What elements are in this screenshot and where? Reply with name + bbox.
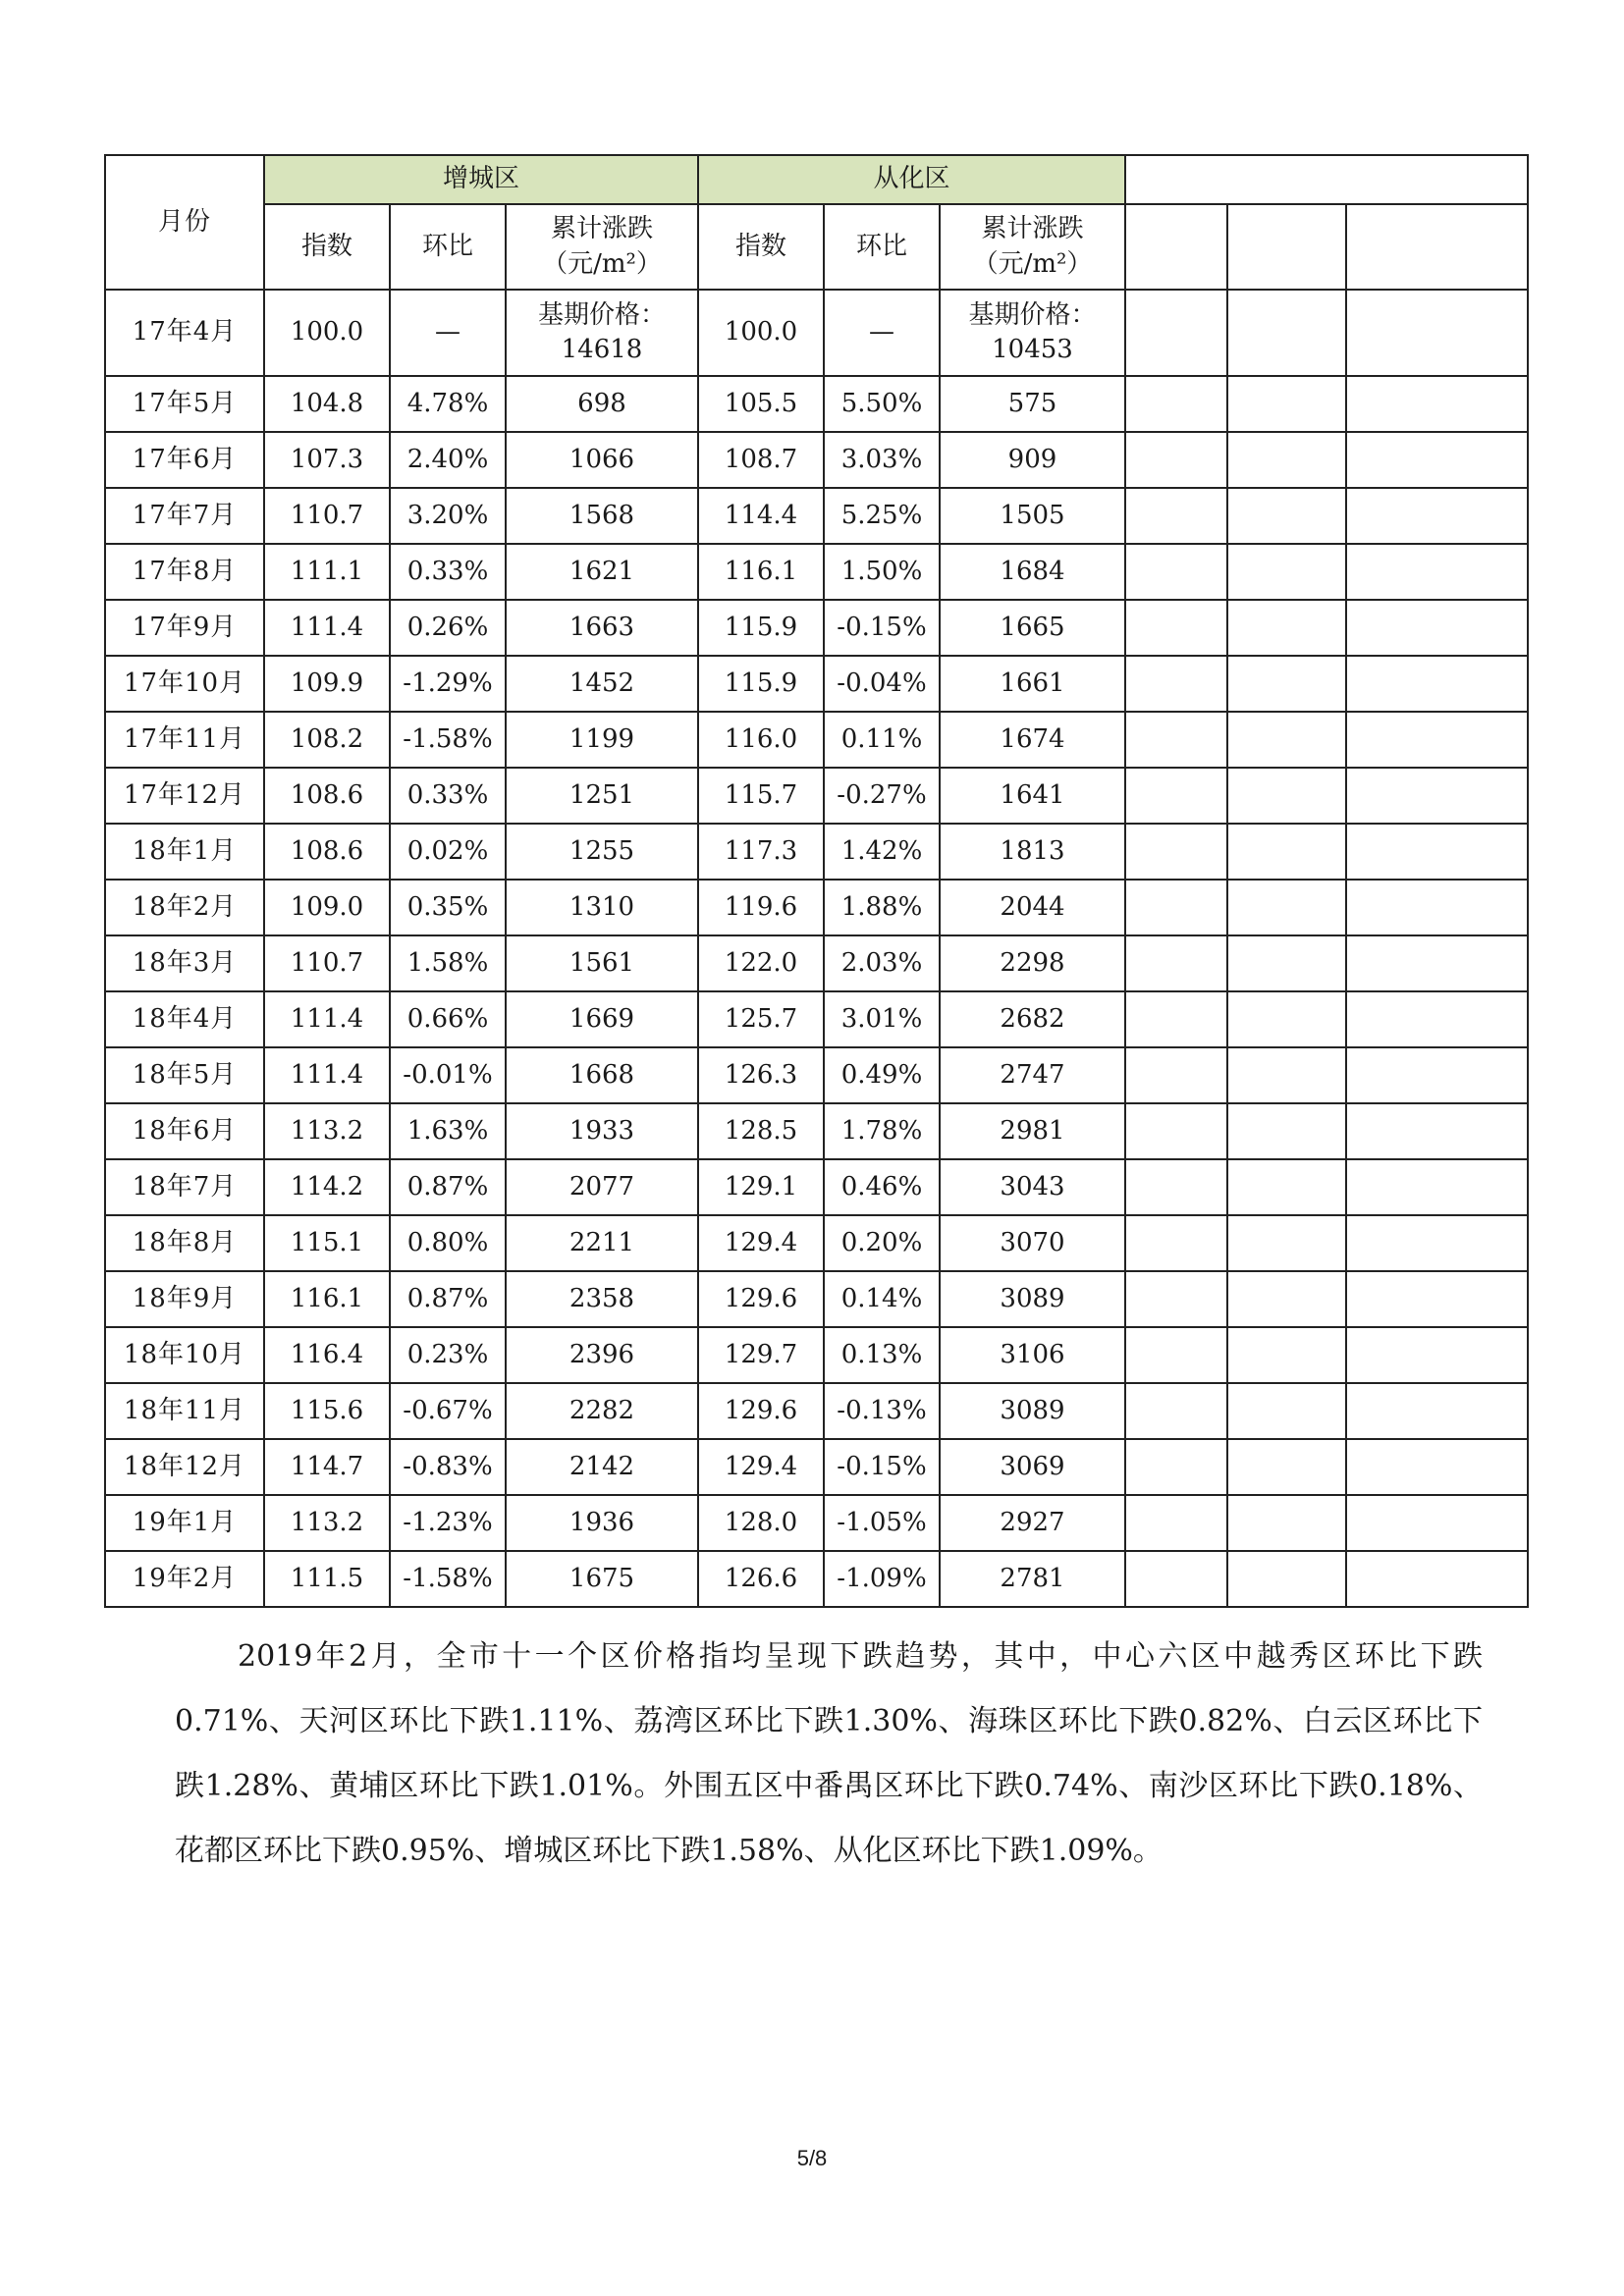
month-cell: 17年4月 — [105, 290, 264, 376]
zengcheng-index-cell: 111.5 — [264, 1551, 390, 1607]
zengcheng-index-cell: 110.7 — [264, 935, 390, 991]
table-row — [105, 544, 1528, 600]
empty-cell — [1227, 1047, 1346, 1103]
empty-cell — [1346, 544, 1528, 600]
conghua-cumulative-cell: 3089 — [940, 1271, 1125, 1327]
zengcheng-mom-cell: 0.26% — [390, 600, 506, 656]
conghua-cumulative-cell: 575 — [940, 376, 1125, 432]
conghua-index-cell: 108.7 — [698, 432, 824, 488]
zengcheng-cumulative-cell: 2077 — [506, 1159, 698, 1215]
base-price-value: 10453 — [992, 335, 1073, 364]
zengcheng-index-cell: 115.6 — [264, 1383, 390, 1439]
month-cell: 18年7月 — [105, 1159, 264, 1215]
zengcheng-index-cell: 111.1 — [264, 544, 390, 600]
conghua-index-cell: 129.7 — [698, 1327, 824, 1383]
conghua-index-cell: 129.6 — [698, 1271, 824, 1327]
conghua-mom-cell: 0.46% — [824, 1159, 940, 1215]
empty-cell — [1346, 1551, 1528, 1607]
empty-cell — [1227, 1215, 1346, 1271]
zengcheng-index-cell: 108.6 — [264, 768, 390, 824]
table-row — [105, 600, 1528, 656]
conghua-index-cell: 126.6 — [698, 1551, 824, 1607]
zengcheng-index-cell: 116.1 — [264, 1271, 390, 1327]
conghua-index-cell: 129.1 — [698, 1159, 824, 1215]
empty-cell — [1125, 1047, 1227, 1103]
mom-header: 环比 — [390, 204, 506, 290]
zengcheng-index-cell: 110.7 — [264, 488, 390, 544]
empty-cell — [1227, 1159, 1346, 1215]
zengcheng-cumulative-cell: 1668 — [506, 1047, 698, 1103]
conghua-cumulative-cell: 2682 — [940, 991, 1125, 1047]
table-row — [105, 935, 1528, 991]
table-row — [105, 824, 1528, 880]
summary-paragraph: 2019年2月，全市十一个区价格指均呈现下跌趋势，其中，中心六区中越秀区环比下跌0.71%、天河区环比下跌1.11%、荔湾区环比下跌1.30%、海珠区环比下跌0.82%、白云区环比下跌1.28%、黄埔区环比下跌1.01%。外围五区中番禺区环比下跌0.74%、南沙区环比下跌0.18%、花都区环比下跌0.95%、增城区环比下跌1.58%、从化区环比下跌1.09%。 — [175, 1639, 1483, 1868]
empty-cell — [1346, 1495, 1528, 1551]
mom-header: 环比 — [824, 204, 940, 290]
empty-cell — [1227, 432, 1346, 488]
empty-cell — [1227, 712, 1346, 768]
month-cell: 17年12月 — [105, 768, 264, 824]
month-cell: 18年5月 — [105, 1047, 264, 1103]
zengcheng-mom-cell: 0.87% — [390, 1271, 506, 1327]
zengcheng-cumulative-cell: 1568 — [506, 488, 698, 544]
conghua-index-cell: 117.3 — [698, 824, 824, 880]
conghua-mom-cell: 0.49% — [824, 1047, 940, 1103]
zengcheng-mom-cell: -0.67% — [390, 1383, 506, 1439]
zengcheng-index-cell: 107.3 — [264, 432, 390, 488]
table-row — [105, 1103, 1528, 1159]
empty-cell — [1227, 656, 1346, 712]
empty-cell — [1346, 991, 1528, 1047]
conghua-cumulative-cell: 909 — [940, 432, 1125, 488]
conghua-mom-cell: 3.03% — [824, 432, 940, 488]
conghua-cumulative-cell: 3043 — [940, 1159, 1125, 1215]
conghua-cumulative-cell: 2927 — [940, 1495, 1125, 1551]
table-row — [105, 1327, 1528, 1383]
district-header-conghua: 从化区 — [698, 155, 1125, 204]
zengcheng-mom-cell: -0.83% — [390, 1439, 506, 1495]
table-row — [105, 1215, 1528, 1271]
table-row — [105, 1047, 1528, 1103]
conghua-mom-cell: 1.50% — [824, 544, 940, 600]
empty-cell — [1346, 768, 1528, 824]
empty-cell — [1227, 1439, 1346, 1495]
month-cell: 18年9月 — [105, 1271, 264, 1327]
conghua-mom-cell: -1.09% — [824, 1551, 940, 1607]
empty-cell — [1227, 1327, 1346, 1383]
conghua-base-price-cell — [940, 290, 1125, 376]
conghua-cumulative-cell: 1505 — [940, 488, 1125, 544]
month-cell: 18年4月 — [105, 991, 264, 1047]
conghua-index-cell: 129.6 — [698, 1383, 824, 1439]
empty-cell — [1227, 935, 1346, 991]
month-cell: 18年8月 — [105, 1215, 264, 1271]
conghua-mom-cell: 0.20% — [824, 1215, 940, 1271]
month-cell: 18年10月 — [105, 1327, 264, 1383]
empty-cell — [1125, 1103, 1227, 1159]
zengcheng-cumulative-cell: 2142 — [506, 1439, 698, 1495]
zengcheng-mom-cell: 0.87% — [390, 1159, 506, 1215]
header-row-2 — [105, 204, 1528, 290]
month-cell: 17年6月 — [105, 432, 264, 488]
zengcheng-mom-cell: 0.66% — [390, 991, 506, 1047]
conghua-mom-cell: 0.11% — [824, 712, 940, 768]
month-header: 月份 — [105, 155, 264, 290]
month-cell: 18年12月 — [105, 1439, 264, 1495]
table-row — [105, 1159, 1528, 1215]
conghua-mom-cell: -0.15% — [824, 600, 940, 656]
conghua-mom-cell: -1.05% — [824, 1495, 940, 1551]
zengcheng-cumulative-cell: 1675 — [506, 1551, 698, 1607]
zengcheng-index-cell: 100.0 — [264, 290, 390, 376]
district-header-zengcheng: 增城区 — [264, 155, 698, 204]
conghua-cumulative-cell: 3069 — [940, 1439, 1125, 1495]
zengcheng-index-cell: 115.1 — [264, 1215, 390, 1271]
month-cell: 19年1月 — [105, 1495, 264, 1551]
empty-cell — [1346, 880, 1528, 935]
empty-cell — [1227, 488, 1346, 544]
zengcheng-index-cell: 113.2 — [264, 1495, 390, 1551]
table-row — [105, 880, 1528, 935]
zengcheng-index-cell: 108.6 — [264, 824, 390, 880]
conghua-mom-cell: -0.13% — [824, 1383, 940, 1439]
zengcheng-mom-cell: -1.58% — [390, 1551, 506, 1607]
price-index-table — [104, 154, 1529, 1608]
conghua-index-cell: 116.1 — [698, 544, 824, 600]
zengcheng-cumulative-cell: 1199 — [506, 712, 698, 768]
empty-cell — [1125, 204, 1227, 290]
empty-cell — [1125, 544, 1227, 600]
base-price-label: 基期价格： — [537, 299, 666, 330]
empty-cell — [1346, 432, 1528, 488]
empty-cell — [1227, 824, 1346, 880]
conghua-cumulative-cell: 3106 — [940, 1327, 1125, 1383]
conghua-mom-cell: 1.78% — [824, 1103, 940, 1159]
empty-cell — [1125, 656, 1227, 712]
conghua-cumulative-cell: 3070 — [940, 1215, 1125, 1271]
empty-cell — [1125, 1439, 1227, 1495]
zengcheng-cumulative-cell: 1255 — [506, 824, 698, 880]
empty-cell — [1125, 1159, 1227, 1215]
month-cell: 18年3月 — [105, 935, 264, 991]
empty-cell — [1346, 1439, 1528, 1495]
zengcheng-mom-cell: -1.29% — [390, 656, 506, 712]
month-cell: 18年6月 — [105, 1103, 264, 1159]
zengcheng-cumulative-cell: 1669 — [506, 991, 698, 1047]
conghua-index-cell: 115.9 — [698, 600, 824, 656]
zengcheng-mom-cell: 0.02% — [390, 824, 506, 880]
empty-cell — [1346, 824, 1528, 880]
empty-cell — [1346, 1327, 1528, 1383]
table-row — [105, 488, 1528, 544]
zengcheng-mom-cell: 4.78% — [390, 376, 506, 432]
empty-cell — [1346, 290, 1528, 376]
conghua-cumulative-cell: 2044 — [940, 880, 1125, 935]
conghua-cumulative-cell: 2747 — [940, 1047, 1125, 1103]
table-row — [105, 991, 1528, 1047]
empty-cell — [1227, 376, 1346, 432]
empty-cell — [1227, 880, 1346, 935]
conghua-cumulative-cell: 1813 — [940, 824, 1125, 880]
conghua-cumulative-cell: 1661 — [940, 656, 1125, 712]
zengcheng-index-cell: 111.4 — [264, 1047, 390, 1103]
month-cell: 17年7月 — [105, 488, 264, 544]
zengcheng-cumulative-cell: 1621 — [506, 544, 698, 600]
zengcheng-index-cell: 114.2 — [264, 1159, 390, 1215]
month-cell: 17年5月 — [105, 376, 264, 432]
zengcheng-cumulative-cell: 1066 — [506, 432, 698, 488]
zengcheng-mom-cell: 0.23% — [390, 1327, 506, 1383]
zengcheng-mom-cell: 1.58% — [390, 935, 506, 991]
conghua-index-cell: 114.4 — [698, 488, 824, 544]
empty-cell — [1125, 824, 1227, 880]
empty-cell — [1125, 290, 1227, 376]
empty-cell — [1346, 204, 1528, 290]
empty-cell — [1125, 712, 1227, 768]
empty-cell — [1125, 1495, 1227, 1551]
cumulative-header-line2: （元/m²） — [542, 248, 662, 279]
month-cell: 17年11月 — [105, 712, 264, 768]
empty-cell — [1125, 1327, 1227, 1383]
conghua-index-cell: 119.6 — [698, 880, 824, 935]
conghua-index-cell: 115.7 — [698, 768, 824, 824]
empty-cell — [1227, 544, 1346, 600]
empty-cell — [1125, 1551, 1227, 1607]
month-cell: 19年2月 — [105, 1551, 264, 1607]
conghua-mom-cell: -0.15% — [824, 1439, 940, 1495]
zengcheng-index-cell: 116.4 — [264, 1327, 390, 1383]
empty-cell — [1125, 600, 1227, 656]
empty-cell — [1346, 656, 1528, 712]
conghua-mom-cell: — — [824, 290, 940, 376]
zengcheng-cumulative-cell: 1452 — [506, 656, 698, 712]
empty-header-cell — [1125, 155, 1528, 204]
conghua-index-cell: 128.5 — [698, 1103, 824, 1159]
zengcheng-base-price-cell — [506, 290, 698, 376]
empty-cell — [1346, 376, 1528, 432]
zengcheng-cumulative-cell: 1936 — [506, 1495, 698, 1551]
table-row — [105, 1271, 1528, 1327]
conghua-index-cell: 129.4 — [698, 1439, 824, 1495]
empty-cell — [1346, 1159, 1528, 1215]
empty-cell — [1346, 935, 1528, 991]
empty-cell — [1346, 712, 1528, 768]
month-cell: 18年11月 — [105, 1383, 264, 1439]
index-header: 指数 — [698, 204, 824, 290]
month-cell: 17年9月 — [105, 600, 264, 656]
conghua-mom-cell: 3.01% — [824, 991, 940, 1047]
empty-cell — [1227, 1551, 1346, 1607]
table-row — [105, 768, 1528, 824]
base-period-row — [105, 290, 1528, 376]
conghua-mom-cell: 0.13% — [824, 1327, 940, 1383]
zengcheng-mom-cell: -1.23% — [390, 1495, 506, 1551]
zengcheng-index-cell: 114.7 — [264, 1439, 390, 1495]
empty-cell — [1125, 991, 1227, 1047]
table-row — [105, 712, 1528, 768]
table-row — [105, 1383, 1528, 1439]
zengcheng-cumulative-cell: 2282 — [506, 1383, 698, 1439]
conghua-mom-cell: 5.25% — [824, 488, 940, 544]
base-price-value: 14618 — [561, 335, 643, 364]
empty-cell — [1227, 600, 1346, 656]
header-row-1 — [105, 155, 1528, 204]
conghua-cumulative-cell: 1674 — [940, 712, 1125, 768]
page-number: 5/8 — [796, 2146, 828, 2170]
zengcheng-mom-cell: -0.01% — [390, 1047, 506, 1103]
month-cell: 18年2月 — [105, 880, 264, 935]
zengcheng-index-cell: 111.4 — [264, 991, 390, 1047]
zengcheng-index-cell: 109.0 — [264, 880, 390, 935]
empty-cell — [1227, 1103, 1346, 1159]
conghua-index-cell: 122.0 — [698, 935, 824, 991]
zengcheng-mom-cell: 0.33% — [390, 544, 506, 600]
empty-cell — [1125, 935, 1227, 991]
cumulative-header-line1: 累计涨跌 — [550, 214, 653, 244]
empty-cell — [1227, 1383, 1346, 1439]
zengcheng-mom-cell: 0.80% — [390, 1215, 506, 1271]
zengcheng-mom-cell: 0.35% — [390, 880, 506, 935]
conghua-cumulative-cell: 3089 — [940, 1383, 1125, 1439]
table-row — [105, 376, 1528, 432]
month-cell: 17年10月 — [105, 656, 264, 712]
empty-cell — [1227, 1271, 1346, 1327]
conghua-mom-cell: 2.03% — [824, 935, 940, 991]
conghua-index-cell: 129.4 — [698, 1215, 824, 1271]
zengcheng-cumulative-cell: 1561 — [506, 935, 698, 991]
empty-cell — [1346, 488, 1528, 544]
conghua-cumulative-cell: 2298 — [940, 935, 1125, 991]
empty-cell — [1125, 880, 1227, 935]
empty-cell — [1346, 1047, 1528, 1103]
empty-cell — [1125, 488, 1227, 544]
month-cell: 17年8月 — [105, 544, 264, 600]
conghua-index-cell: 116.0 — [698, 712, 824, 768]
zengcheng-index-cell: 104.8 — [264, 376, 390, 432]
conghua-mom-cell: 1.42% — [824, 824, 940, 880]
conghua-mom-cell: 0.14% — [824, 1271, 940, 1327]
table-row — [105, 1551, 1528, 1607]
table-row — [105, 1495, 1528, 1551]
zengcheng-cumulative-cell: 2396 — [506, 1327, 698, 1383]
zengcheng-mom-cell: 1.63% — [390, 1103, 506, 1159]
conghua-mom-cell: -0.27% — [824, 768, 940, 824]
index-header: 指数 — [264, 204, 390, 290]
conghua-index-cell: 100.0 — [698, 290, 824, 376]
empty-cell — [1346, 1103, 1528, 1159]
zengcheng-index-cell: 111.4 — [264, 600, 390, 656]
zengcheng-cumulative-cell: 1310 — [506, 880, 698, 935]
conghua-index-cell: 105.5 — [698, 376, 824, 432]
table-row — [105, 656, 1528, 712]
zengcheng-mom-cell: -1.58% — [390, 712, 506, 768]
zengcheng-index-cell: 109.9 — [264, 656, 390, 712]
empty-cell — [1227, 991, 1346, 1047]
conghua-index-cell: 128.0 — [698, 1495, 824, 1551]
zengcheng-cumulative-cell: 1663 — [506, 600, 698, 656]
zengcheng-cumulative-cell: 1251 — [506, 768, 698, 824]
zengcheng-cumulative-cell: 2211 — [506, 1215, 698, 1271]
base-price-label: 基期价格： — [968, 299, 1097, 330]
cumulative-header — [506, 204, 698, 290]
cumulative-header — [940, 204, 1125, 290]
empty-cell — [1125, 1215, 1227, 1271]
empty-cell — [1346, 600, 1528, 656]
empty-cell — [1227, 1495, 1346, 1551]
empty-cell — [1125, 768, 1227, 824]
zengcheng-cumulative-cell: 2358 — [506, 1271, 698, 1327]
zengcheng-mom-cell: 2.40% — [390, 432, 506, 488]
empty-cell — [1125, 1271, 1227, 1327]
conghua-mom-cell: 5.50% — [824, 376, 940, 432]
cumulative-header-line1: 累计涨跌 — [981, 214, 1084, 244]
zengcheng-cumulative-cell: 1933 — [506, 1103, 698, 1159]
empty-cell — [1125, 1383, 1227, 1439]
conghua-cumulative-cell: 2981 — [940, 1103, 1125, 1159]
empty-cell — [1227, 290, 1346, 376]
zengcheng-mom-cell: 0.33% — [390, 768, 506, 824]
empty-cell — [1346, 1271, 1528, 1327]
zengcheng-cumulative-cell: 698 — [506, 376, 698, 432]
zengcheng-index-cell: 113.2 — [264, 1103, 390, 1159]
zengcheng-mom-cell: — — [390, 290, 506, 376]
conghua-index-cell: 115.9 — [698, 656, 824, 712]
empty-cell — [1346, 1383, 1528, 1439]
table-row — [105, 1439, 1528, 1495]
conghua-index-cell: 126.3 — [698, 1047, 824, 1103]
conghua-mom-cell: -0.04% — [824, 656, 940, 712]
conghua-cumulative-cell: 1641 — [940, 768, 1125, 824]
cumulative-header-line2: （元/m²） — [972, 248, 1093, 279]
conghua-cumulative-cell: 1684 — [940, 544, 1125, 600]
conghua-mom-cell: 1.88% — [824, 880, 940, 935]
conghua-cumulative-cell: 1665 — [940, 600, 1125, 656]
empty-cell — [1227, 768, 1346, 824]
empty-cell — [1125, 432, 1227, 488]
zengcheng-index-cell: 108.2 — [264, 712, 390, 768]
table-row — [105, 432, 1528, 488]
conghua-cumulative-cell: 2781 — [940, 1551, 1125, 1607]
month-cell: 18年1月 — [105, 824, 264, 880]
empty-cell — [1227, 204, 1346, 290]
empty-cell — [1346, 1215, 1528, 1271]
conghua-index-cell: 125.7 — [698, 991, 824, 1047]
empty-cell — [1125, 376, 1227, 432]
zengcheng-mom-cell: 3.20% — [390, 488, 506, 544]
